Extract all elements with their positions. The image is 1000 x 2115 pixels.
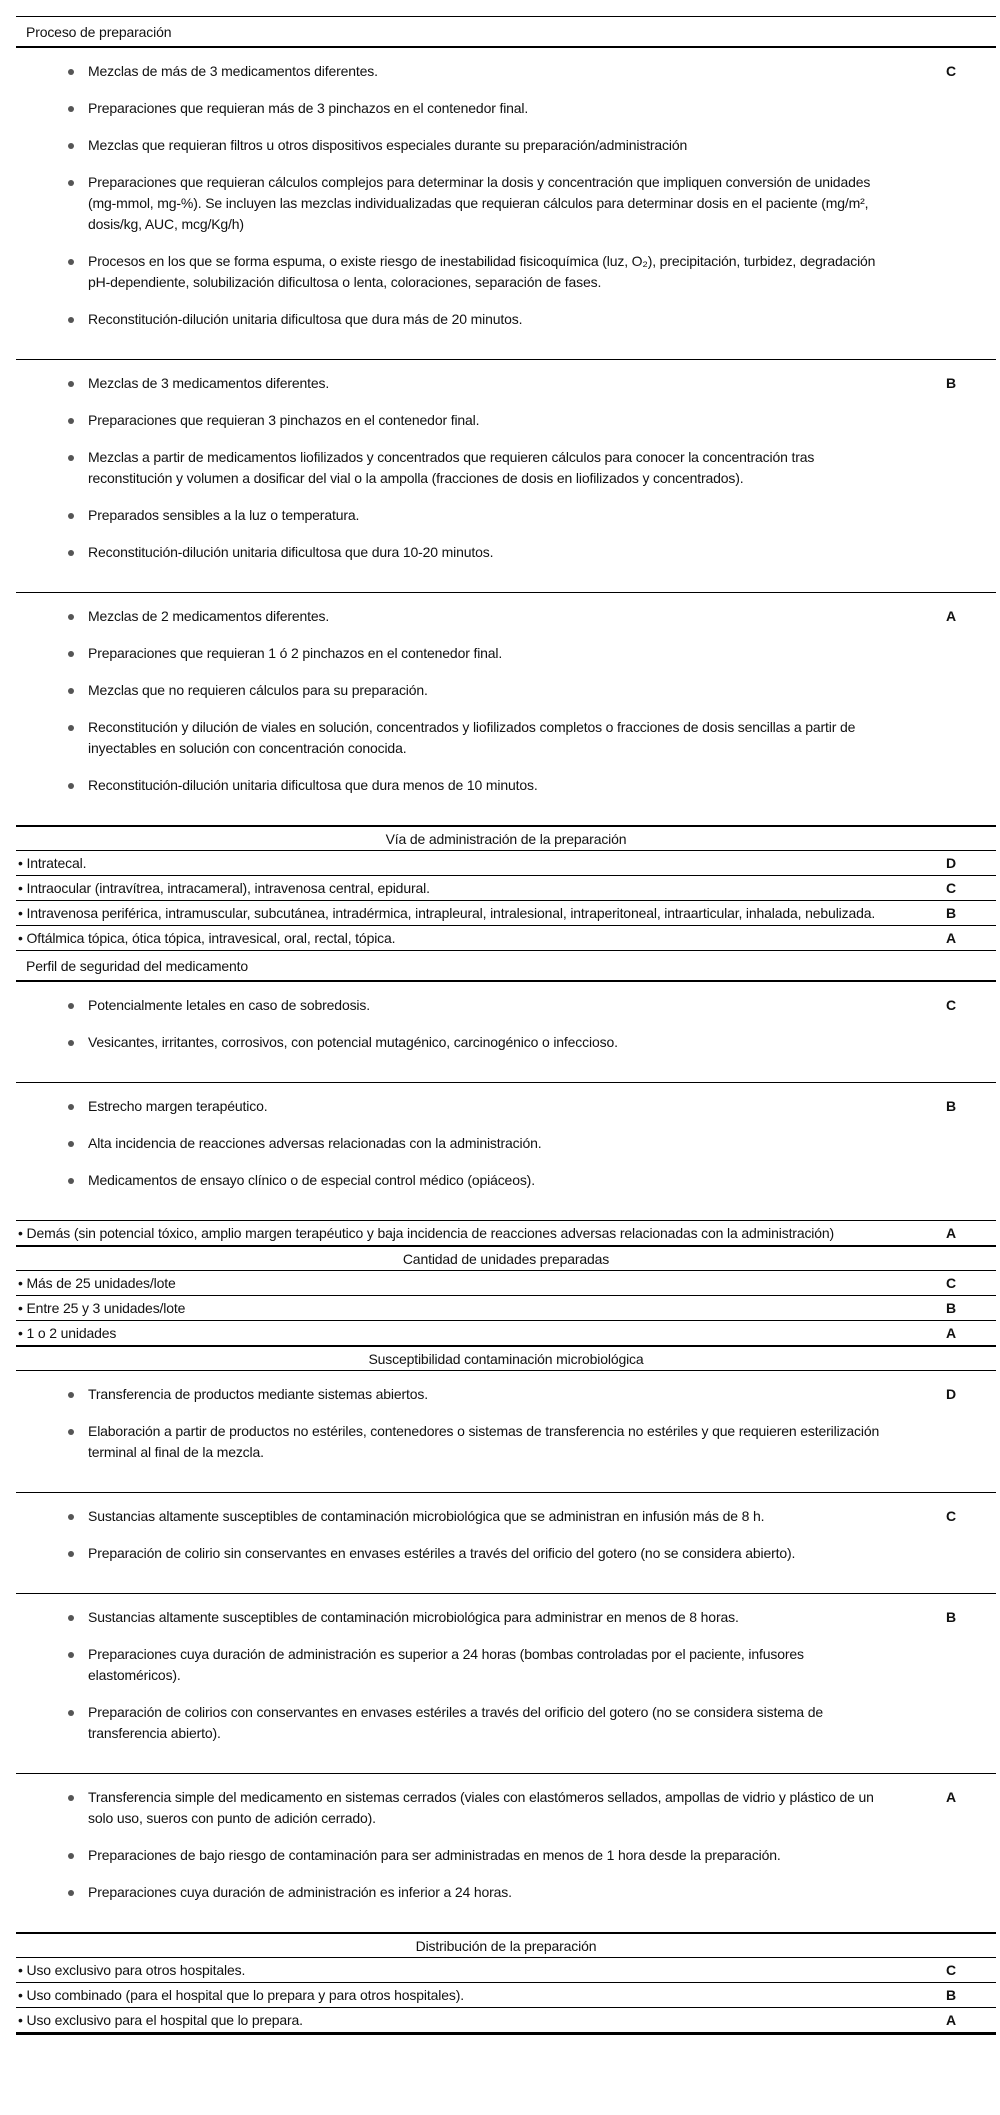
criteria-text: • Uso exclusivo para otros hospitales. — [18, 1962, 246, 1978]
criteria-item: Preparaciones que requieran 3 pinchazos en el contenedor final. — [16, 410, 896, 431]
criteria-item: Transferencia de productos mediante sistemas abiertos. — [16, 1384, 896, 1405]
criteria-item: Reconstitución-dilución unitaria dificultosa que dura 10-20 minutos. — [16, 542, 896, 563]
criteria-list — [16, 373, 896, 563]
criteria-item: Sustancias altamente susceptibles de contaminación microbiológica que se administran en infusión más de 8 h. — [16, 1506, 896, 1527]
grade-label: A — [946, 930, 956, 946]
criteria-text: • Uso exclusivo para el hospital que lo prepara. — [18, 2012, 303, 2028]
criteria-text: • Intravenosa periférica, intramuscular, subcutánea, intradérmica, intrapleural, intralesional, intraperitoneal, intraarticular, inhalada, nebulizada. — [18, 905, 876, 921]
grade-label: C — [946, 1508, 956, 1524]
criteria-item: Alta incidencia de reacciones adversas relacionadas con la administración. — [16, 1133, 896, 1154]
criteria-item: Preparación de colirios con conservantes en envases estériles a través del orificio del gotero (no se considera sistema de transferencia abierto). — [16, 1702, 896, 1744]
criteria-item: Procesos en los que se forma espuma, o existe riesgo de inestabilidad fisicoquímica (luz, O₂), precipitación, turbidez, degradación pH-dependiente, solubilización dificultosa o lenta, coloraciones, separación de fases. — [16, 251, 896, 293]
criteria-item: Preparaciones de bajo riesgo de contaminación para ser administradas en menos de 1 hora desde la preparación. — [16, 1845, 896, 1866]
criteria-item: Preparados sensibles a la luz o temperatura. — [16, 505, 896, 526]
criteria-item: Vesicantes, irritantes, corrosivos, con potencial mutagénico, carcinogénico o infeccioso. — [16, 1032, 896, 1053]
criteria-item: Medicamentos de ensayo clínico o de especial control médico (opiáceos). — [16, 1170, 896, 1191]
criteria-row — [16, 1958, 996, 1983]
section-header: Vía de administración de la preparación — [16, 826, 996, 851]
criteria-item: Sustancias altamente susceptibles de contaminación microbiológica para administrar en menos de 8 horas. — [16, 1607, 896, 1628]
section-header: Susceptibilidad contaminación microbiológica — [16, 1346, 996, 1371]
criteria-item: Transferencia simple del medicamento en sistemas cerrados (viales con elastómeros sellados, ampollas de vidrio y plástico de un solo uso, sueros con punto de adición cerrado). — [16, 1787, 896, 1829]
criteria-row — [16, 926, 996, 951]
criteria-row — [16, 1321, 996, 1346]
criteria-row — [16, 876, 996, 901]
grade-label: A — [946, 1789, 956, 1805]
table-section — [16, 951, 996, 1246]
grade-label: B — [946, 1300, 956, 1316]
criteria-row — [16, 1296, 996, 1321]
grade-label: B — [946, 1609, 956, 1625]
section-header: Cantidad de unidades preparadas — [16, 1246, 996, 1271]
criteria-item: Reconstitución-dilución unitaria dificultosa que dura menos de 10 minutos. — [16, 775, 896, 796]
criteria-item: Preparación de colirio sin conservantes en envases estériles a través del orificio del gotero (no se considera abierto). — [16, 1543, 896, 1564]
criteria-list — [16, 995, 896, 1053]
table-section — [16, 1933, 996, 2033]
section-header: Proceso de preparación — [16, 17, 996, 48]
criteria-row — [16, 1271, 996, 1296]
grade-label: D — [946, 1386, 956, 1402]
criteria-item: Mezclas de 3 medicamentos diferentes. — [16, 373, 896, 394]
criteria-group — [16, 48, 996, 360]
criteria-list — [16, 1506, 896, 1564]
criteria-row — [16, 1221, 996, 1246]
criteria-list — [16, 1096, 896, 1191]
grade-label: B — [946, 1098, 956, 1114]
criteria-row — [16, 901, 996, 926]
grade-label: B — [946, 1987, 956, 2003]
criteria-item: Elaboración a partir de productos no estériles, contenedores o sistemas de transferencia no estériles y que requieren esterilización terminal al final de la mezcla. — [16, 1421, 896, 1463]
criteria-group — [16, 1774, 996, 1933]
criteria-item: Estrecho margen terapéutico. — [16, 1096, 896, 1117]
criteria-list — [16, 61, 896, 330]
criteria-list — [16, 1787, 896, 1903]
criteria-row — [16, 2008, 996, 2033]
grade-label: A — [946, 608, 956, 624]
criteria-item: Potencialmente letales en caso de sobredosis. — [16, 995, 896, 1016]
criteria-item: Mezclas a partir de medicamentos liofilizados y concentrados que requieren cálculos para conocer la concentración tras reconstitución y volumen a dosificar del vial o la ampolla (fracciones de dosis en liofilizados y concentrados). — [16, 447, 896, 489]
criteria-text: • Oftálmica tópica, ótica tópica, intravesical, oral, rectal, tópica. — [18, 930, 396, 946]
criteria-group — [16, 360, 996, 593]
table-section — [16, 17, 996, 826]
criteria-group — [16, 1493, 996, 1594]
criteria-item: Mezclas que no requieren cálculos para su preparación. — [16, 680, 896, 701]
criteria-list — [16, 1384, 896, 1463]
criteria-text: • Intratecal. — [18, 855, 87, 871]
grade-label: A — [946, 1225, 956, 1241]
criteria-group — [16, 1594, 996, 1774]
table-section — [16, 1246, 996, 1346]
grade-label: C — [946, 63, 956, 79]
grade-label: C — [946, 1962, 956, 1978]
criteria-item: Mezclas de 2 medicamentos diferentes. — [16, 606, 896, 627]
criteria-row — [16, 1983, 996, 2008]
criteria-group — [16, 982, 996, 1083]
criteria-item: Mezclas de más de 3 medicamentos diferentes. — [16, 61, 896, 82]
grade-label: A — [946, 1325, 956, 1341]
criteria-item: Mezclas que requieran filtros u otros dispositivos especiales durante su preparación/administración — [16, 135, 896, 156]
criteria-text: • Entre 25 y 3 unidades/lote — [18, 1300, 186, 1316]
criteria-group — [16, 1083, 996, 1221]
criteria-item: Preparaciones cuya duración de administración es inferior a 24 horas. — [16, 1882, 896, 1903]
criteria-item: Preparaciones que requieran 1 ó 2 pinchazos en el contenedor final. — [16, 643, 896, 664]
grade-label: B — [946, 905, 956, 921]
criteria-row — [16, 851, 996, 876]
criteria-group — [16, 1371, 996, 1493]
section-header: Distribución de la preparación — [16, 1933, 996, 1958]
criteria-group — [16, 593, 996, 826]
grade-label: A — [946, 2012, 956, 2028]
criteria-text: • Intraocular (intravítrea, intracameral), intravenosa central, epidural. — [18, 880, 430, 896]
criteria-item: Preparaciones cuya duración de administración es superior a 24 horas (bombas controladas por el paciente, infusores elastoméricos). — [16, 1644, 896, 1686]
criteria-list — [16, 1607, 896, 1744]
criteria-item: Preparaciones que requieran cálculos complejos para determinar la dosis y concentración que impliquen conversión de unidades (mg-mmol, mg-%). Se incluyen las mezclas individualizadas que requieran cálculos para determinar dosis en el paciente (mg/m², dosis/kg, AUC, mcg/Kg/h) — [16, 172, 896, 235]
criteria-item: Reconstitución y dilución de viales en solución, concentrados y liofilizados completos o fracciones de dosis sencillas a partir de inyectables en solución con concentración conocida. — [16, 717, 896, 759]
table-section — [16, 1346, 996, 1933]
criteria-text: • Más de 25 unidades/lote — [18, 1275, 176, 1291]
section-header: Perfil de seguridad del medicamento — [16, 951, 996, 982]
criteria-text: • Demás (sin potencial tóxico, amplio margen terapéutico y baja incidencia de reacciones adversas relacionadas con la administración) — [18, 1225, 835, 1241]
risk-classification-table — [16, 16, 996, 2035]
criteria-item: Reconstitución-dilución unitaria dificultosa que dura más de 20 minutos. — [16, 309, 896, 330]
grade-label: D — [946, 855, 956, 871]
criteria-text: • Uso combinado (para el hospital que lo prepara y para otros hospitales). — [18, 1987, 464, 2003]
grade-label: C — [946, 880, 956, 896]
criteria-text: • 1 o 2 unidades — [18, 1325, 117, 1341]
grade-label: B — [946, 375, 956, 391]
criteria-list — [16, 606, 896, 796]
table-section — [16, 826, 996, 951]
grade-label: C — [946, 997, 956, 1013]
criteria-item: Preparaciones que requieran más de 3 pinchazos en el contenedor final. — [16, 98, 896, 119]
grade-label: C — [946, 1275, 956, 1291]
